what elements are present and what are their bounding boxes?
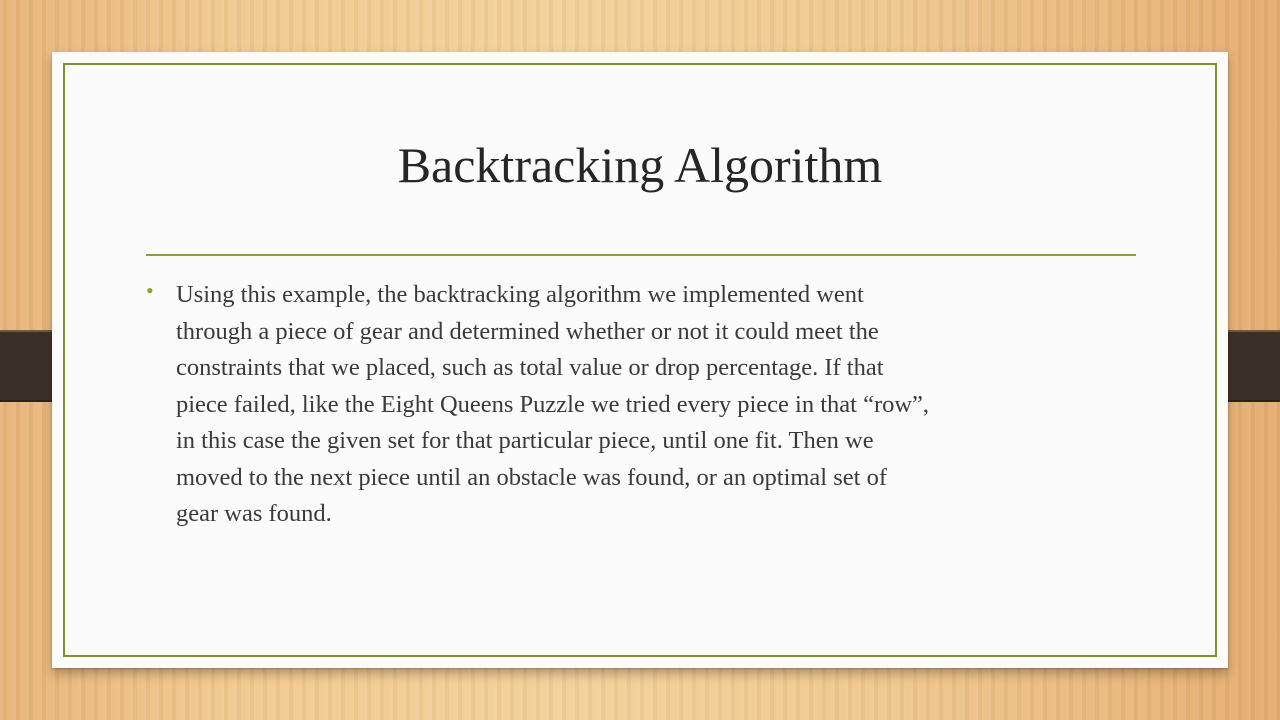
- title-divider: [146, 254, 1136, 256]
- bullet-line: Using this example, the backtracking algorithm we implemented went: [176, 281, 864, 308]
- bullet-line: through a piece of gear and determined whether or not it could meet the: [176, 317, 879, 345]
- bullet-line: constraints that we placed, such as total value or drop percentage. If that: [176, 354, 884, 381]
- slide-title: Backtracking Algorithm: [397, 137, 883, 193]
- bullet-marker: •: [146, 278, 154, 303]
- bullet-line: moved to the next piece until an obstacle was found, or an optimal set of: [176, 463, 887, 491]
- slide-paper: [52, 52, 1228, 668]
- bullet-line: in this case the given set for that particular piece, until one fit. Then we: [176, 427, 874, 454]
- bullet-line: gear was found.: [176, 500, 332, 527]
- bullet-line: piece failed, like the Eight Queens Puzzle we tried every piece in that “row”,: [176, 390, 930, 418]
- bullet-paragraph: [176, 277, 1176, 533]
